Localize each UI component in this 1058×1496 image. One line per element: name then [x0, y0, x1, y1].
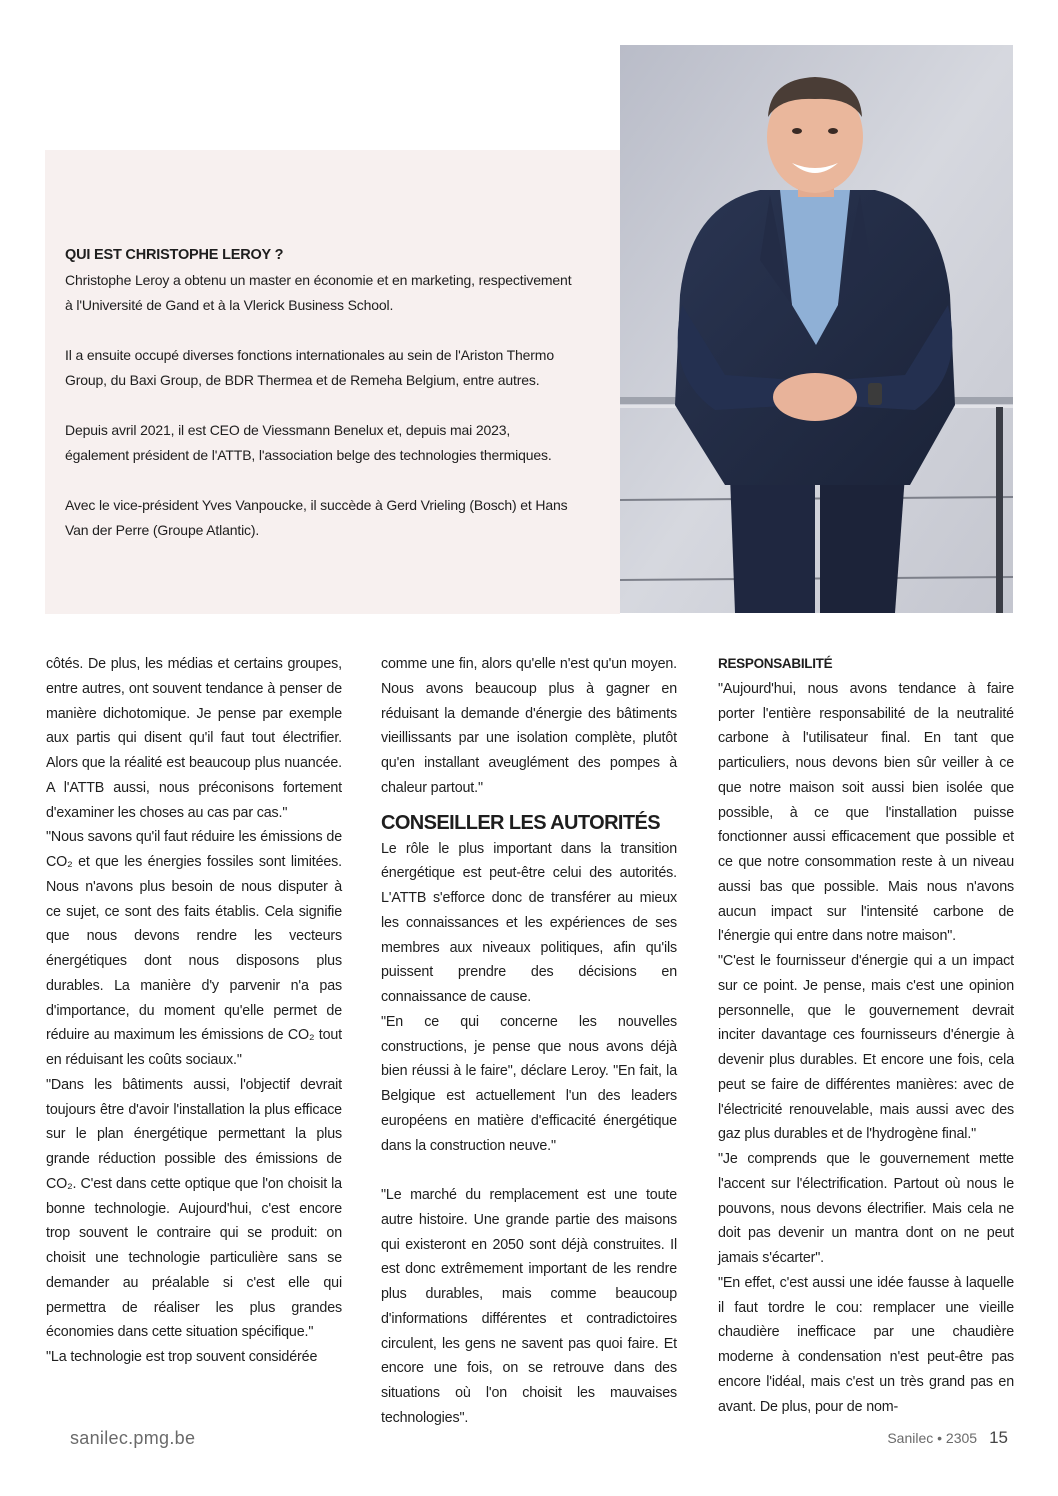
paragraph: "C'est le fournisseur d'énergie qui a un impact sur ce point. Je pense, mais c'est une opinion personnelle, que le gouvernement devrait inciter davantage ces fournisseurs d'énergie à devenir plus durables. Et encore une fois, cela peut se faire de différentes manières: avec de l'électricité renouvelable, mais aussi avec des gaz plus durables et de l'hydrogène final." [718, 953, 1014, 1143]
article-column-3 [718, 652, 1014, 1419]
bio-box [45, 150, 620, 614]
footer-issue-info [887, 1428, 1008, 1448]
footer-website: sanilec.pmg.be [70, 1428, 196, 1448]
paragraph: "Le marché du remplacement est une toute autre histoire. Une grande partie des maisons qui existeront en 2050 sont déjà construites. Il est donc extrêmement important de les rendre plus durables, mais comme beaucoup d'informations différentes et contradictoires circulent, les gens ne savent pas quoi faire. Et encore une fois, on se retrouve dans des situations où l'on choisit les mauvaises technologies". [381, 1187, 677, 1426]
portrait-illustration [620, 45, 1013, 613]
paragraph: côtés. De plus, les médias et certains groupes, entre autres, ont souvent tendance à penser de manière dichotomique. Je pense par exemple aux partis qui disent qu'il faut tout électrifier. Alors que la réalité est beaucoup plus nuancée. A l'ATTB aussi, nous préconisons fortement d'examiner les choses au cas par cas." [46, 656, 342, 821]
paragraph: "Nous savons qu'il faut réduire les émissions de CO₂ et que les énergies fossiles sont limitées. Nous n'avons plus besoin de nous disputer à ce sujet, ce sont des faits établis. Cela signifie que nous devons rendre les vecteurs énergétiques dont nous disposons plus durables. La manière d'y parvenir n'a pas d'importance, du moment qu'elle permet de réduire au maximum les émissions de CO₂ tout en réduisant les coûts sociaux." [46, 829, 342, 1068]
paragraph: "En effet, c'est aussi une idée fausse à laquelle il faut tordre le cou: remplacer une vieille chaudière inefficace par une chaudière moderne à condensation n'est peut-être pas encore l'idéal, mais c'est un très grand pas en avant. De plus, pour de nom- [718, 1274, 1014, 1415]
paragraph: Le rôle le plus important dans la transition énergétique est peut-être celui des autorités. L'ATTB s'efforce donc de transférer au mieux les connaissances et les expériences de ses membres aux niveaux politiques, afin qu'ils puissent prendre des décisions en connaissance de cause. [381, 840, 677, 1005]
bio-title: QUI EST CHRISTOPHE LEROY ? [65, 247, 284, 263]
subheading: RESPONSABILITÉ [718, 656, 833, 671]
paragraph: "La technologie est trop souvent considérée [46, 1349, 318, 1365]
paragraph-gap [381, 1158, 677, 1183]
bio-content [65, 243, 575, 543]
bio-paragraph: Il a ensuite occupé diverses fonctions internationales au sein de l'Ariston Thermo Group, du Baxi Group, de BDR Thermea et de Remeha Belgium, entre autres. [65, 347, 554, 388]
bio-paragraph: Depuis avril 2021, il est CEO de Viessmann Benelux et, depuis mai 2023, également président de l'ATTB, l'association belge des technologies thermiques. [65, 422, 552, 463]
portrait-photo [620, 45, 1013, 613]
paragraph: "Je comprends que le gouvernement mette l'accent sur l'électrification. Partout où nous le pouvons, nous devons électrifier. Mais cela ne doit pas devenir un mantra dont on ne peut jamais s'écarter". [718, 1151, 1014, 1266]
paragraph: "Aujourd'hui, nous avons tendance à faire porter l'entière responsabilité de la neutralité carbone à l'utilisateur final. En tant que particuliers, nous devons bien sûr veiller à ce que notre maison soit aussi bien isolée que possible, à ce que l'installation puisse fonctionner aussi efficacement que possible et ce que notre consommation reste à un niveau aussi bas que possible. Mais nous n'avons aucun impact sur l'intensité carbone de l'énergie qui entre dans notre maison". [718, 680, 1014, 945]
bio-paragraph: Christophe Leroy a obtenu un master en économie et en marketing, respectivement à l'Université de Gand et à la Vlerick Business School. [65, 272, 572, 313]
article-column-1 [46, 652, 342, 1370]
bio-paragraph: Avec le vice-président Yves Vanpoucke, il succède à Gerd Vrieling (Bosch) et Hans Van der Perre (Groupe Atlantic). [65, 497, 568, 538]
paragraph: comme une fin, alors qu'elle n'est qu'un moyen. Nous avons beaucoup plus à gagner en réduisant la demande d'énergie des bâtiments vieillissants par une isolation complète, plutôt qu'en installant aveuglément des pompes à chaleur partout." [381, 656, 677, 796]
section-heading: CONSEILLER LES AUTORITÉS [381, 811, 660, 834]
page-number: 15 [989, 1428, 1008, 1447]
paragraph: "Dans les bâtiments aussi, l'objectif devrait toujours être d'avoir l'installation la plus efficace sur le plan énergétique permettant la plus grande réduction possible des émissions de CO₂. C'est dans cette optique que l'on choisit la bonne technologie. Aujourd'hui, c'est encore trop souvent le contraire qui se produit: on choisit une technologie particulière sans se demander au préalable si c'est elle qui permettra de réaliser les plus grandes économies dans cette situation spécifique." [46, 1076, 342, 1341]
paragraph: "En ce qui concerne les nouvelles constructions, je pense que nous avons déjà bien réussi à le faire", déclare Leroy. "En fait, la Belgique est actuellement l'un des leaders européens en matière d'efficacité énergétique dans la construction neuve." [381, 1013, 677, 1154]
footer-issue: Sanilec • 2305 [887, 1430, 978, 1446]
article-column-2 [381, 652, 677, 1431]
